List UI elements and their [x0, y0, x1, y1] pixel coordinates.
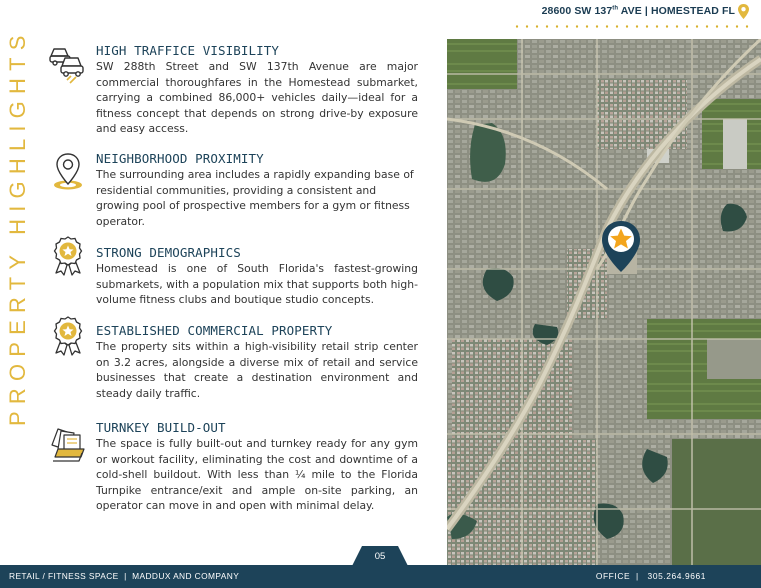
award-badge-icon	[48, 234, 88, 278]
section-heading: ESTABLISHED COMMERCIAL PROPERTY	[96, 323, 333, 338]
section-body: SW 288th Street and SW 137th Avenue are major commercial thoroughfares in the Homestead submarket, carrying a combined 86,000+ vehicles daily—ideal for a fitness concept that depends on strong drive-by exposure and easy access.	[96, 60, 418, 136]
footer-left-text: RETAIL / FITNESS SPACE | MADDUX AND COMPANY	[9, 571, 240, 581]
section-heading: NEIGHBORHOOD PROXIMITY	[96, 151, 264, 166]
location-pin-icon	[48, 150, 88, 194]
page-number: 05	[374, 551, 386, 562]
footer-contact: OFFICE | 305.264.9661	[595, 571, 706, 581]
section-body: The property sits within a high-visibility retail strip center on 3.2 acres, alongside a diverse mix of retail and service businesses that create a destination environment and steady daily traffic.	[96, 340, 418, 400]
aerial-map-image	[447, 39, 761, 565]
cars-icon	[48, 42, 88, 86]
aerial-map	[447, 39, 761, 565]
section-heading: HIGH TRAFFICE VISIBILITY	[96, 43, 280, 58]
header-address: 28600 SW 137th AVE | HOMESTEAD FL	[541, 5, 735, 17]
award-badge-icon	[48, 314, 88, 358]
location-pin-icon	[737, 3, 750, 20]
section-body: The surrounding area includes a rapidly expanding base of residential communities, providing a consistent and growing pool of prospective members for a gym or fitness operator.	[96, 168, 414, 228]
vertical-page-title: PROPERTY HIGHLIGHTS	[5, 28, 30, 426]
section-heading: STRONG DEMOGRAPHICS	[96, 245, 241, 260]
documents-stack-icon	[48, 423, 88, 467]
section-heading: TURNKEY BUILD-OUT	[96, 420, 226, 435]
section-body: Homestead is one of South Florida's fastest-growing submarkets, with a population mix that supports both high-volume fitness clubs and boutique studio concepts.	[96, 262, 419, 307]
header-dot-divider	[512, 25, 752, 28]
section-body: The space is fully built-out and turnkey ready for any gym or workout facility, eliminating the cost and downtime of a cold-shell buildout. With less than ¼ mile to the Florida Turnpike entrance/exit and ample on-site parking, an operator can move in and open with minimal delay.	[96, 437, 418, 513]
